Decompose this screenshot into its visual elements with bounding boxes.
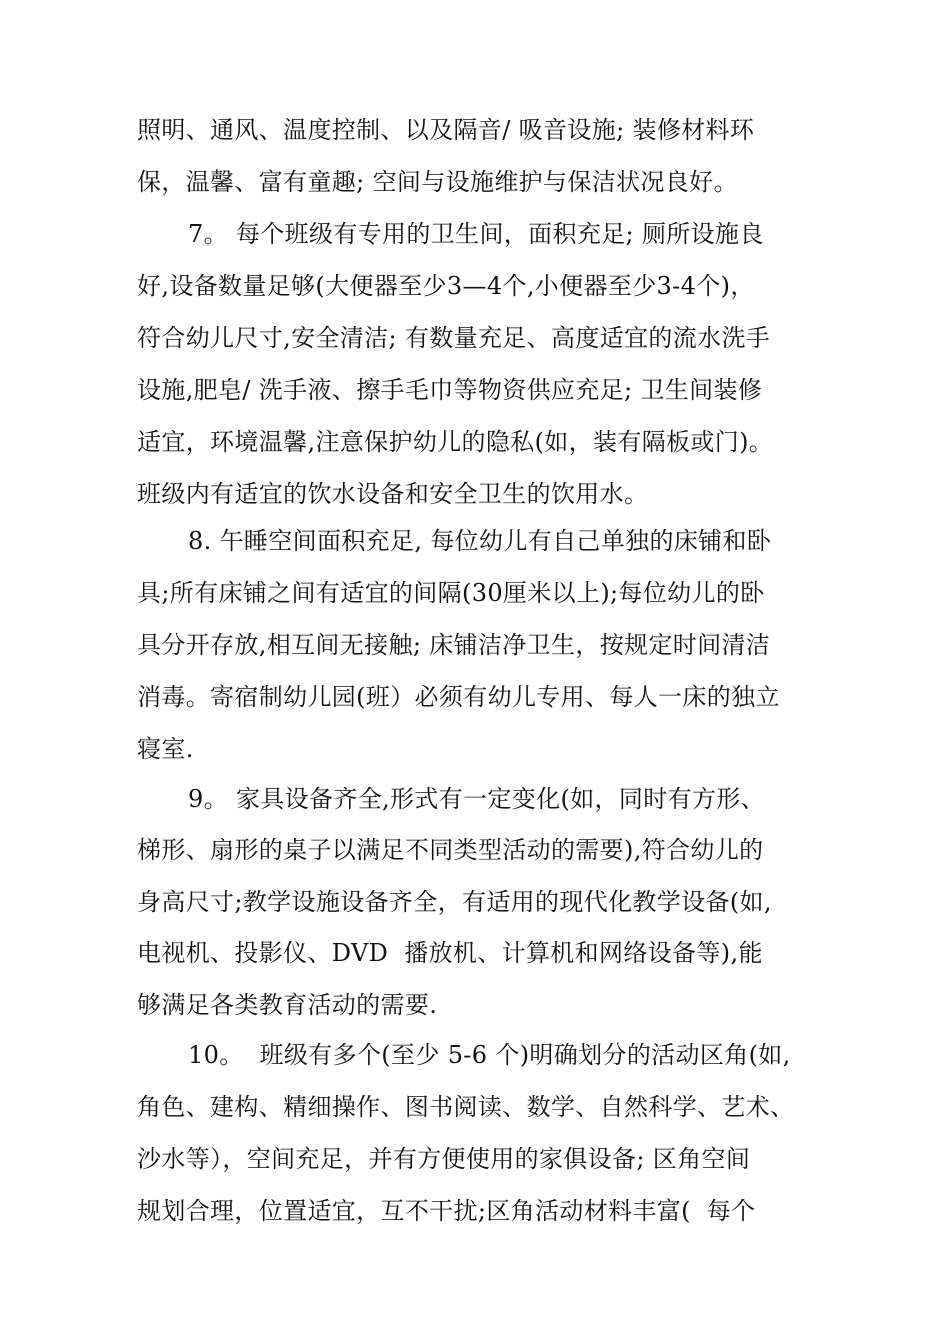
text-line: 保，温馨、富有童趣; 空间与设施维护与保洁状况良好。 <box>137 168 738 196</box>
text-line: 7。 每个班级有专用的卫生间，面积充足; 厕所设施良 <box>188 220 764 248</box>
text-line: 好,设备数量足够(大便器至少3—4个,小便器至少3-4个)， <box>137 272 755 300</box>
text-line: 消毒。寄宿制幼儿园(班）必须有幼儿专用、每人一床的独立 <box>137 683 780 711</box>
text-line: 9。 家具设备齐全,形式有一定变化(如，同时有方形、 <box>188 785 765 813</box>
text-line: 具;所有床铺之间有适宜的间隔(30厘米以上);每位幼儿的卧 <box>137 579 765 607</box>
text-line: 符合幼儿尺寸,安全清洁; 有数量充足、高度适宜的流水洗手 <box>137 324 771 352</box>
text-line: 梯形、扇形的桌子以满足不同类型活动的需要),符合幼儿的 <box>137 836 764 864</box>
text-line: 电视机、投影仪、DVD 播放机、计算机和网络设备等),能 <box>137 939 763 967</box>
text-line: 8. 午睡空间面积充足, 每位幼儿有自己单独的床铺和卧 <box>188 527 772 555</box>
text-line: 班级内有适宜的饮水设备和安全卫生的饮用水。 <box>137 480 649 508</box>
text-line: 10。 班级有多个(至少 5-6 个)明确划分的活动区角(如, <box>188 1041 791 1069</box>
text-line: 够满足各类教育活动的需要. <box>137 991 438 1019</box>
text-line: 沙水等），空间充足，并有方便使用的家俱设备; 区角空间 <box>137 1145 751 1173</box>
text-line: 适宜，环境温馨,注意保护幼儿的隐私(如，装有隔板或门)。 <box>137 428 774 456</box>
text-line: 照明、通风、温度控制、以及隔音/ 吸音设施; 装修材料环 <box>137 116 755 144</box>
text-line: 规划合理，位置适宜，互不干扰;区角活动材料丰富( 每个 <box>137 1197 756 1225</box>
text-line: 身高尺寸;教学设施设备齐全，有适用的现代化教学设备(如, <box>137 888 772 916</box>
text-line: 寝室. <box>137 735 194 763</box>
text-line: 角色、建构、精细操作、图书阅读、数学、自然科学、艺术、 <box>137 1093 795 1121</box>
text-line: 具分开存放,相互间无接触; 床铺洁净卫生，按规定时间清洁 <box>137 631 771 659</box>
text-line: 设施,肥皂/ 洗手液、擦手毛巾等物资供应充足; 卫生间装修 <box>137 376 763 404</box>
